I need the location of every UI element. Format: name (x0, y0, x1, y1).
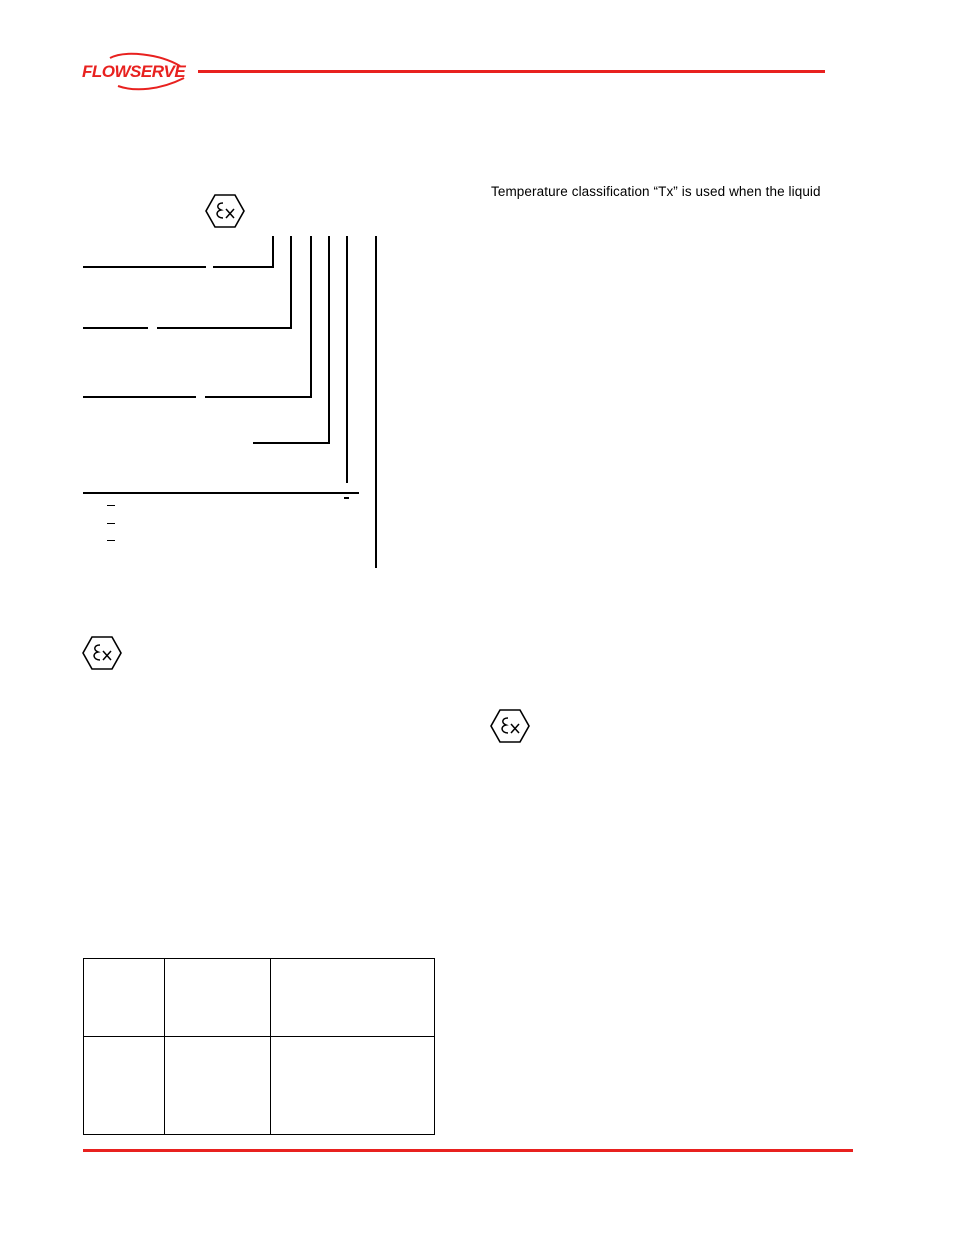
leader-line (83, 492, 359, 494)
temperature-classification-text: Temperature classification “Tx” is used when the liquid (491, 184, 821, 199)
header-rule (198, 70, 825, 73)
leader-line (213, 266, 274, 268)
table-cell (165, 959, 271, 1037)
table-cell (271, 959, 435, 1037)
leader-tick (344, 497, 349, 499)
leader-line (328, 236, 330, 443)
diagram-divider (375, 236, 377, 568)
ex-marking-icon (490, 709, 530, 743)
leader-line (83, 266, 206, 268)
leader-line (157, 327, 292, 329)
leader-line (310, 236, 312, 397)
leader-line (253, 442, 330, 444)
leader-line (272, 236, 274, 267)
list-dash (107, 540, 115, 541)
list-dash (107, 523, 115, 524)
footer-rule (83, 1149, 853, 1152)
leader-line (83, 327, 148, 329)
table-row (84, 959, 435, 1037)
brand-name: FLOWSERVE (82, 62, 186, 81)
ex-marking-icon (82, 636, 122, 670)
leader-line (290, 236, 292, 328)
leader-line (83, 396, 196, 398)
data-table (83, 958, 435, 1135)
ex-marking-icon (205, 194, 245, 228)
table-cell (84, 959, 165, 1037)
leader-line (205, 396, 312, 398)
table-cell (271, 1037, 435, 1135)
table-cell (165, 1037, 271, 1135)
table-row (84, 1037, 435, 1135)
list-dash (107, 505, 115, 506)
table-cell (84, 1037, 165, 1135)
leader-line (346, 236, 348, 483)
flowserve-logo (80, 52, 190, 92)
